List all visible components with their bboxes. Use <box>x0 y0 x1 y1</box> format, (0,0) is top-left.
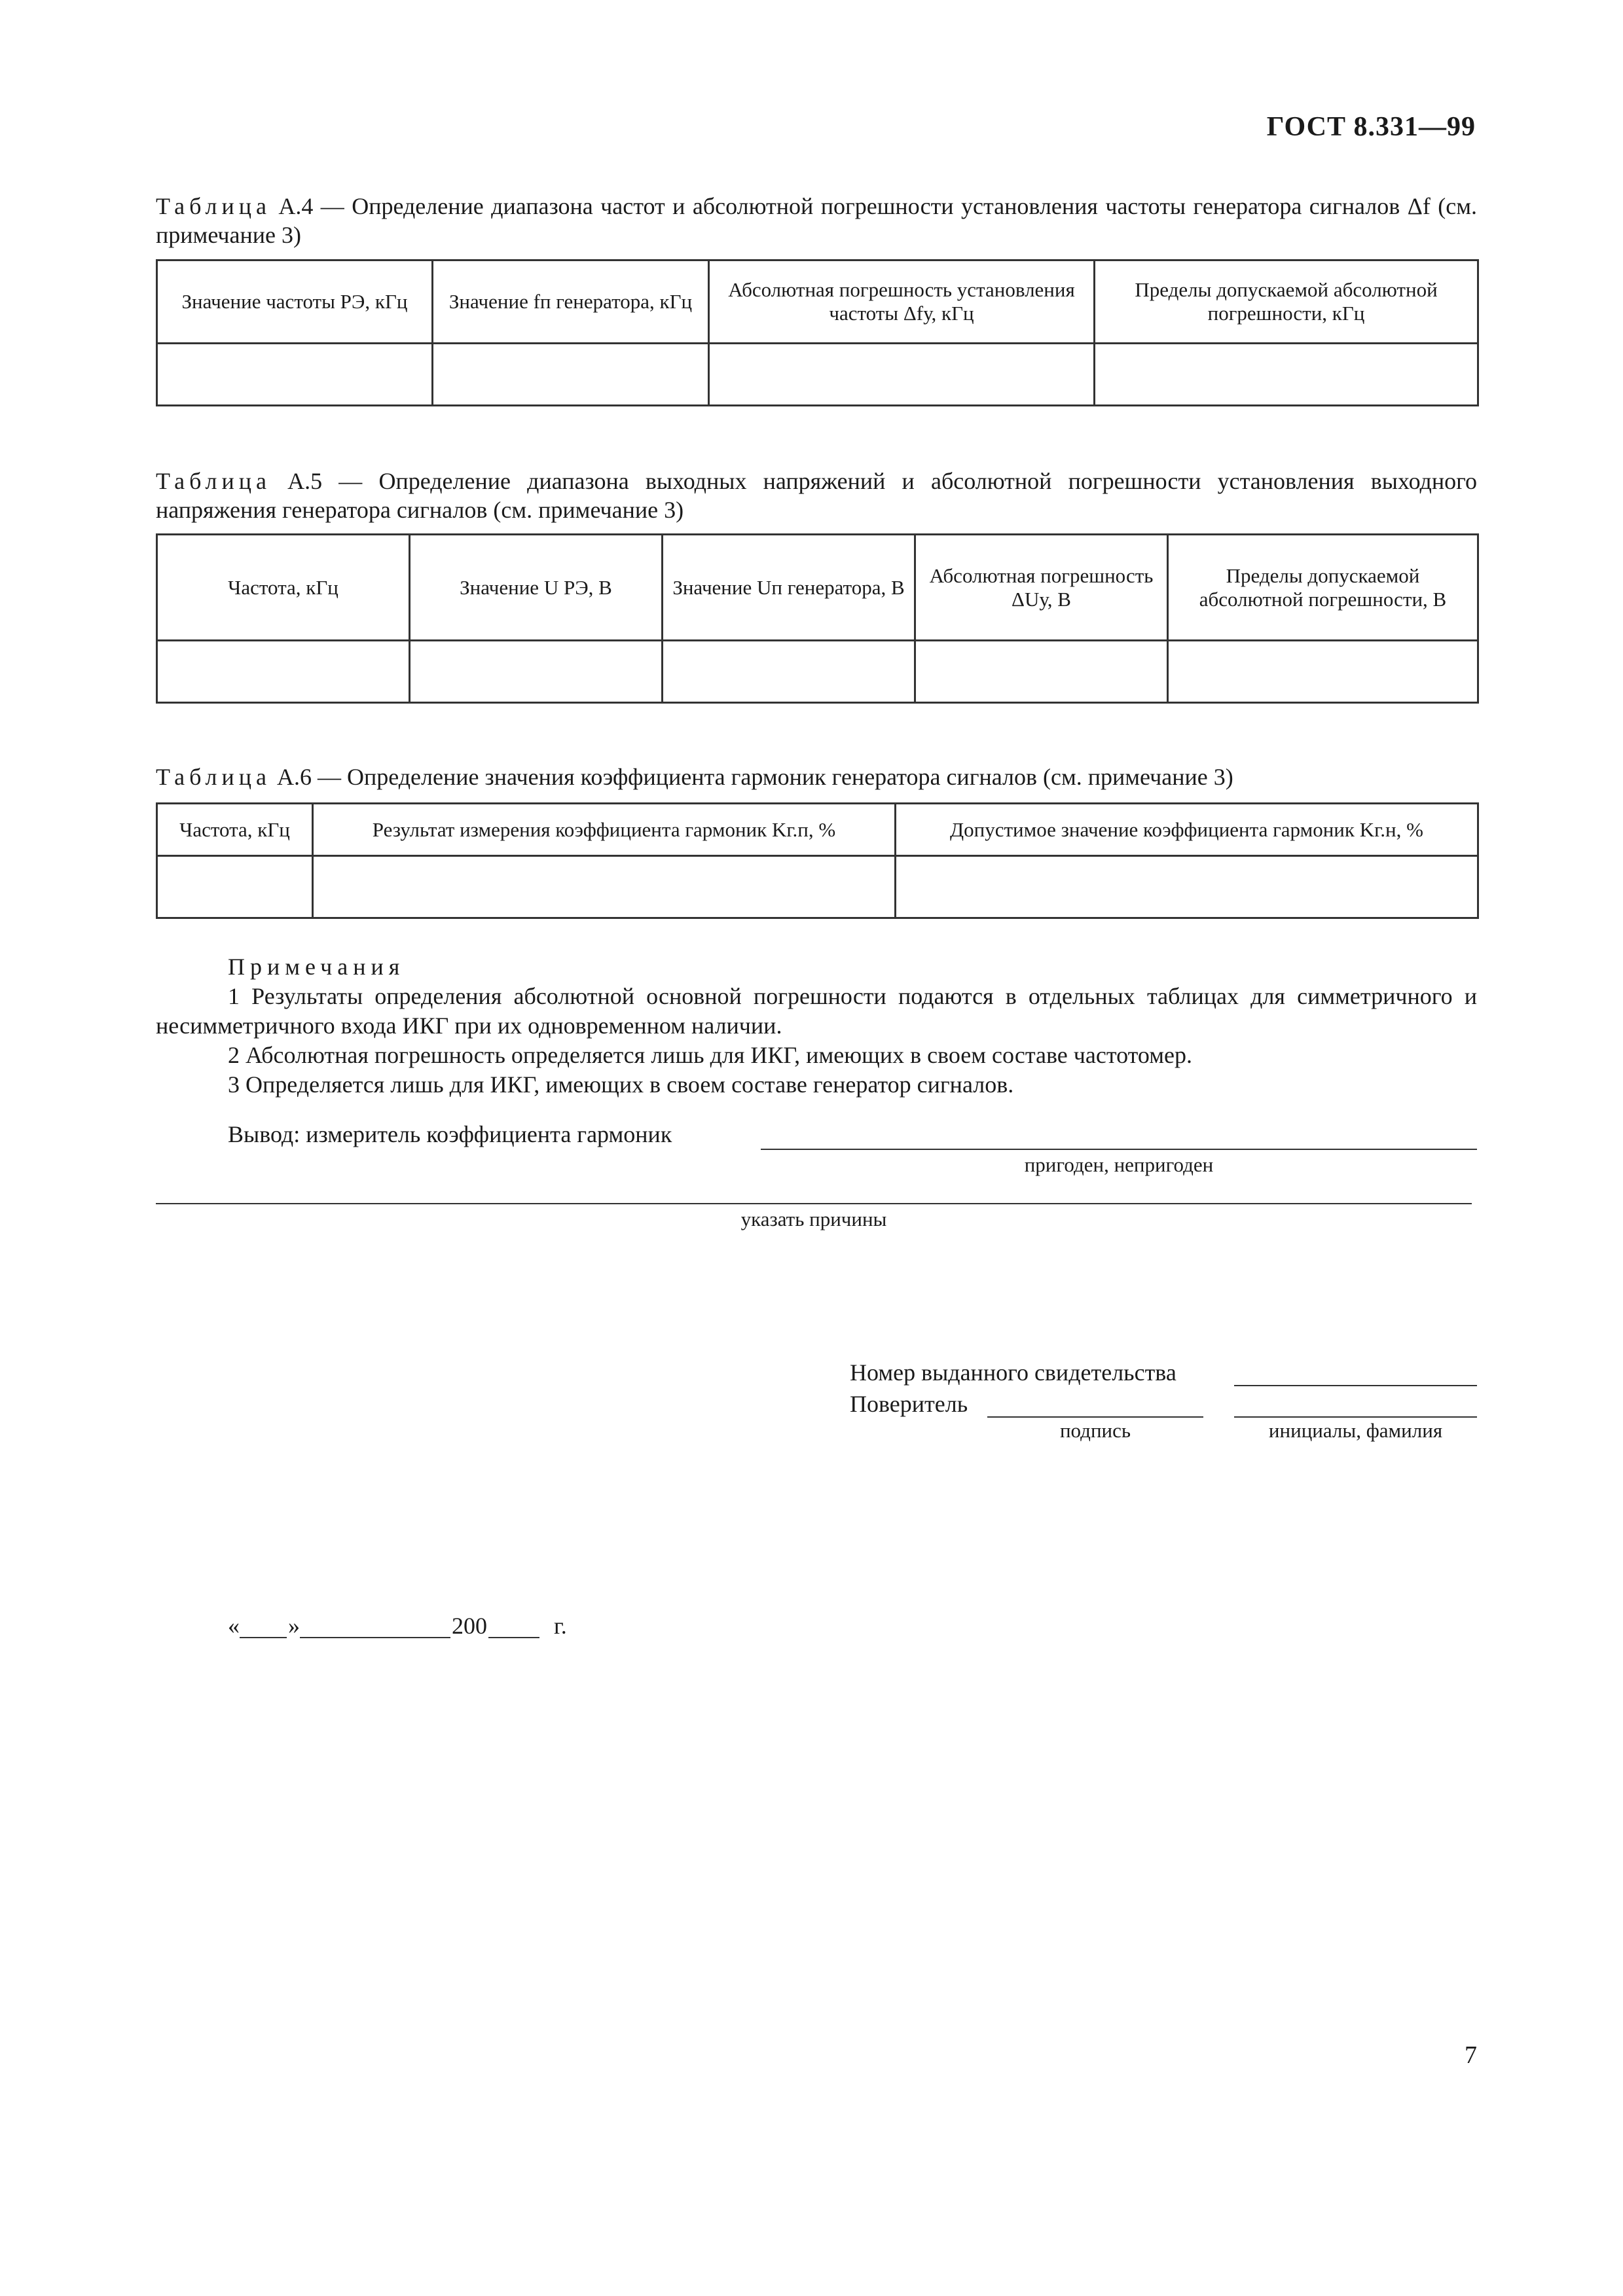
conclusion-reason-hint: указать причины <box>740 1208 887 1230</box>
table-a5-caption <box>156 467 1477 524</box>
date-close-quote: » <box>288 1613 300 1639</box>
table-a4 <box>156 259 1479 406</box>
table-cell <box>1095 344 1478 406</box>
verifier-signature-line[interactable] <box>987 1416 1203 1418</box>
table-a6-empty-row <box>157 856 1478 918</box>
table-a4-caption <box>156 192 1477 249</box>
table-cell <box>313 856 896 918</box>
page-number: 7 <box>1465 2041 1477 2069</box>
table-cell <box>915 641 1168 703</box>
table-cell <box>1168 641 1478 703</box>
table-a4-header-cell: Пределы допускаемой абсолютной погрешности, кГц <box>1095 260 1478 344</box>
table-a5-empty-row <box>157 641 1478 703</box>
table-cell <box>410 641 663 703</box>
table-a6-header-cell: Результат измерения коэффициента гармоник Kг.п, % <box>313 804 896 856</box>
conclusion-reason-line[interactable] <box>156 1203 1472 1204</box>
table-cell <box>663 641 915 703</box>
verifier-name-line[interactable] <box>1234 1416 1477 1418</box>
table-a5-header-row <box>157 535 1478 641</box>
table-cell <box>157 641 410 703</box>
table-a6-header-cell: Допустимое значение коэффициента гармоник Kг.н, % <box>896 804 1478 856</box>
document-header: ГОСТ 8.331—99 <box>1266 112 1476 142</box>
notes-title: Примечания <box>228 954 405 980</box>
signature-hint: подпись <box>1059 1419 1131 1442</box>
conclusion-fit-hint: пригоден, непригоден <box>1024 1153 1214 1176</box>
table-a6-caption-text: А.6 — Определение значения коэффициента гармоник генератора сигналов (см. примечание 3) <box>276 764 1233 790</box>
table-a6 <box>156 802 1479 919</box>
certificate-label: Номер выданного свидетельства <box>850 1359 1176 1386</box>
note-item: 3 Определяется лишь для ИКГ, имеющих в своем составе генератор сигналов. <box>228 1071 1014 1098</box>
table-a5-header-cell: Значение Uп генератора, В <box>663 535 915 641</box>
table-a5-header-cell: Абсолютная погрешность ΔUу, В <box>915 535 1168 641</box>
date-line <box>228 1612 581 1641</box>
table-a4-header-cell: Значение частоты РЭ, кГц <box>157 260 433 344</box>
table-a5-header-cell: Пределы допускаемой абсолютной погрешности, В <box>1168 535 1478 641</box>
table-a4-caption-text: А.4 — Определение диапазона частот и абсолютной погрешности установления частоты генератора сигналов Δf (см. примечание 3) <box>156 193 1477 248</box>
table-a4-header-cell: Абсолютная погрешность установления частоты Δfу, кГц <box>709 260 1095 344</box>
table-a4-header-row <box>157 260 1478 344</box>
table-cell <box>433 344 709 406</box>
note-item: 1 Результаты определения абсолютной основной погрешности подаются в отдельных таблицах для симметричного и несимметричного входа ИКГ при их одновременном наличии. <box>156 983 1477 1039</box>
table-a5 <box>156 533 1479 704</box>
notes-block <box>156 952 1477 1100</box>
verifier-label: Поверитель <box>850 1391 968 1417</box>
table-cell <box>157 856 313 918</box>
table-a5-caption-label: Таблица <box>156 468 271 494</box>
note-item: 2 Абсолютная погрешность определяется лишь для ИКГ, имеющих в своем составе частотомер. <box>228 1042 1192 1068</box>
table-a5-caption-text: А.5 — Определение диапазона выходных напряжений и абсолютной погрешности установления выходного напряжения генератора сигналов (см. примечание 3) <box>156 468 1477 523</box>
date-day-line[interactable] <box>240 1637 287 1638</box>
date-year-suffix: г. <box>554 1613 567 1639</box>
table-a5-header-cell: Частота, кГц <box>157 535 410 641</box>
date-year-prefix: 200 <box>452 1613 487 1639</box>
table-a6-caption <box>156 762 1477 791</box>
table-a4-caption-label: Таблица <box>156 193 271 219</box>
conclusion-fit-line[interactable] <box>761 1149 1477 1150</box>
table-a6-caption-label: Таблица <box>156 764 271 790</box>
table-cell <box>709 344 1095 406</box>
table-cell <box>157 344 433 406</box>
table-a4-empty-row <box>157 344 1478 406</box>
date-year-line[interactable] <box>488 1637 539 1638</box>
table-a5-header-cell: Значение U РЭ, В <box>410 535 663 641</box>
table-cell <box>896 856 1478 918</box>
table-a6-header-row <box>157 804 1478 856</box>
conclusion-label: Вывод: измеритель коэффициента гармоник <box>228 1121 672 1147</box>
name-hint: инициалы, фамилия <box>1268 1419 1443 1442</box>
date-month-line[interactable] <box>300 1637 450 1638</box>
date-open-quote: « <box>228 1613 240 1639</box>
table-a6-header-cell: Частота, кГц <box>157 804 313 856</box>
certificate-number-line[interactable] <box>1234 1385 1477 1386</box>
table-a4-header-cell: Значение fп генератора, кГц <box>433 260 709 344</box>
